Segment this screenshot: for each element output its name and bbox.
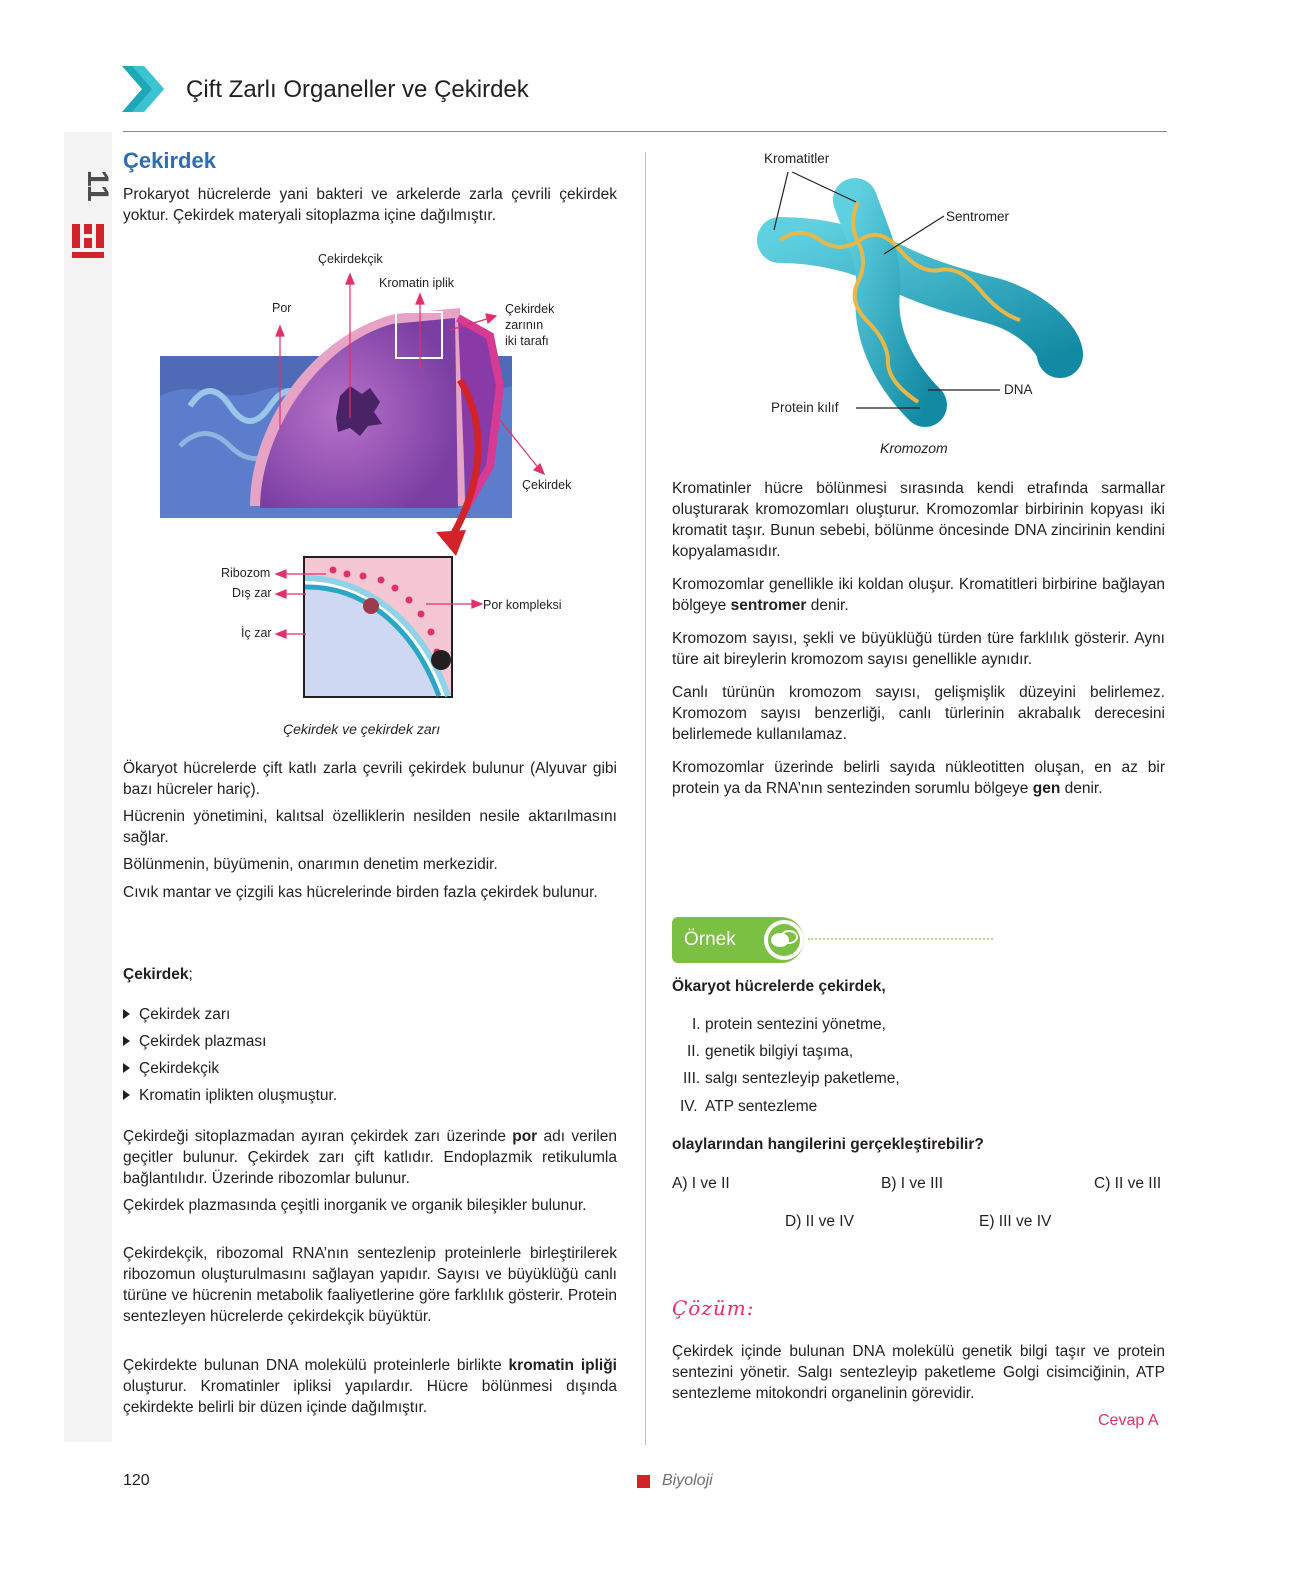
paragraph-5: Çekirdeği sitoplazmadan ayıran çekirdek zarı üzerinde por adı verilen geçitler bulunur. Çekirdek zarı çift katlıdır. Endoplazmik retikulumla bağlantılıdır. Üzerinde ribozomlar bulunur.	[123, 1128, 617, 1187]
list-item: Çekirdekçik	[121, 1055, 337, 1082]
component-list	[121, 1001, 337, 1109]
list-title: Çekirdek;	[123, 966, 193, 983]
chromosome-leaders	[760, 160, 1060, 420]
intro-paragraph: Prokaryot hücrelerde yani bakteri ve arkelerde zarla çevrili çekirdek yoktur. Çekirdek materyali sitoplazma içine dağılmıştır.	[123, 186, 617, 224]
example-dotted-line	[808, 938, 993, 940]
column-divider	[645, 152, 646, 1445]
right-paragraph-4: Canlı türünün kromozom sayısı, gelişmişlik düzeyini belirlemez. Kromozom sayısı benzerliği, canlı türlerinin akrabalık derecesini belirlemede kullanılamaz.	[672, 684, 1165, 743]
option-a[interactable]: A) I ve II	[672, 1175, 730, 1192]
side-tab-number: 11	[81, 170, 114, 202]
label-sentromer: Sentromer	[946, 209, 1010, 224]
solution-title: Çözüm:	[672, 1296, 755, 1320]
paragraph-2: Hücrenin yönetimini, kalıtsal özelliklerin nesilden nesile aktarılmasını sağlar.	[123, 808, 617, 846]
option-e[interactable]: E) III ve IV	[979, 1213, 1052, 1230]
label-dna: DNA	[1004, 382, 1033, 397]
right-paragraph-2: Kromozomlar genellikle iki koldan oluşur. Kromatitleri birbirine bağlayan bölgeye sentromer denir.	[672, 576, 1165, 614]
section-title: Çekirdek	[123, 148, 216, 173]
item-text: protein sentezini yönetme,	[705, 1016, 886, 1033]
label-por: Por	[272, 301, 292, 315]
side-band	[64, 132, 112, 1442]
label-kromatitler: Kromatitler	[764, 151, 830, 166]
example-prompt: olaylarından hangilerini gerçekleştirebilir?	[672, 1136, 984, 1153]
option-b[interactable]: B) I ve III	[881, 1175, 944, 1192]
chapter-title: Çift Zarlı Organeller ve Çekirdek	[186, 76, 529, 103]
label-protein-kilif: Protein kılıf	[771, 400, 839, 415]
paragraph-7: Çekirdekçik, ribozomal RNA’nın sentezlenip proteinlerle birleştirilerek ribozomun oluşturulmasını sağlayan yapıdır. Sayısı ve büyüklüğü canlı türüne ve hücrenin metabolik faaliyetlerine göre farklılık gösterir. Protein sentezleyen hücrelerde çekirdekçik büyüktür.	[123, 1245, 617, 1325]
paragraph-6: Çekirdek plazmasında çeşitli inorganik ve organik bileşikler bulunur.	[123, 1197, 587, 1214]
label-por-kompleksi: Por kompleksi	[483, 598, 562, 612]
option-c[interactable]: C) II ve III	[1094, 1175, 1162, 1192]
example-badge-label: Örnek	[684, 929, 736, 950]
right-paragraph-5: Kromozomlar üzerinde belirli sayıda nükleotitten oluşan, en az bir protein ya da RNA’nın sentezinden sorumlu bölgeye gen denir.	[672, 759, 1165, 797]
right-paragraph-1: Kromatinler hücre bölünmesi sırasında kendi etrafında sarmallar oluşturarak kromozomları oluşturur. Kromozomlar birbirinin kopyası iki kromatit taşır. Bunun sebebi, bölünme öncesinde DNA zincirinin kendini kopyalamasıdır.	[672, 480, 1165, 560]
solution-text: Çekirdek içinde bulunan DNA molekülü genetik bilgi taşır ve protein sentezini yönetir. Salgı sentezleyip paketleme Golgi cisimciğinin, ATP sentezleme mitokondri organelinin görevidir.	[672, 1343, 1165, 1402]
option-d[interactable]: D) II ve IV	[785, 1213, 854, 1230]
figure1b-leaders	[276, 566, 486, 646]
right-paragraph-3: Kromozom sayısı, şekli ve büyüklüğü türden türe farklılık gösterir. Aynı türe ait bireylerin kromozom sayısı genellikle aynıdır.	[672, 630, 1165, 668]
paragraph-8: Çekirdekte bulunan DNA molekülü proteinlerle birlikte kromatin ipliği oluşturur. Kromatinler ipliksi yapılardır. Hücre bölünmesi dışında çekirdekte belirli bir düzen içinde dağılmıştır.	[123, 1357, 617, 1416]
item-number: III.	[683, 1070, 701, 1087]
label-ic-zar: İç zar	[241, 626, 272, 640]
fen-logo	[72, 224, 104, 258]
item-number: IV.	[680, 1098, 698, 1115]
label-dis-zar: Dış zar	[232, 586, 272, 600]
answer-label: Cevap A	[1098, 1412, 1159, 1429]
chevron-icon	[122, 66, 166, 112]
list-item: Kromatin iplikten oluşmuştur.	[121, 1082, 337, 1109]
list-item: Çekirdek zarı	[121, 1001, 337, 1028]
paragraph-1: Ökaryot hücrelerde çift katlı zarla çevrili çekirdek bulunur (Alyuvar gibi bazı hücreler hariç).	[123, 760, 617, 798]
paragraph-3: Bölünmenin, büyümenin, onarımın denetim merkezidir.	[123, 856, 498, 873]
example-question: Ökaryot hücrelerde çekirdek,	[672, 978, 886, 995]
footer-square-icon	[637, 1475, 650, 1488]
item-text: ATP sentezleme	[705, 1098, 818, 1115]
list-item: Çekirdek plazması	[121, 1028, 337, 1055]
item-number: I.	[692, 1016, 701, 1033]
page-number: 120	[123, 1472, 150, 1489]
paragraph-4: Cıvık mantar ve çizgili kas hücrelerinde birden fazla çekirdek bulunur.	[123, 884, 598, 901]
side-tab-label	[66, 150, 114, 260]
footer-subject: Biyoloji	[662, 1472, 713, 1489]
figure1-caption: Çekirdek ve çekirdek zarı	[283, 721, 441, 737]
header-divider	[123, 131, 1167, 132]
label-ribozom: Ribozom	[221, 566, 271, 580]
label-cekirdek-zari: Çekirdek zarının iki tarafı	[505, 302, 555, 348]
speech-bubble-icon	[762, 918, 806, 962]
figure2-caption: Kromozom	[880, 440, 948, 456]
item-text: salgı sentezleyip paketleme,	[705, 1070, 900, 1087]
item-number: II.	[687, 1043, 700, 1060]
item-text: genetik bilgiyi taşıma,	[705, 1043, 854, 1060]
label-cekirdekcik: Çekirdekçik	[318, 252, 383, 266]
label-kromatin-iplik: Kromatin iplik	[379, 276, 455, 290]
label-cekirdek: Çekirdek	[522, 478, 572, 492]
